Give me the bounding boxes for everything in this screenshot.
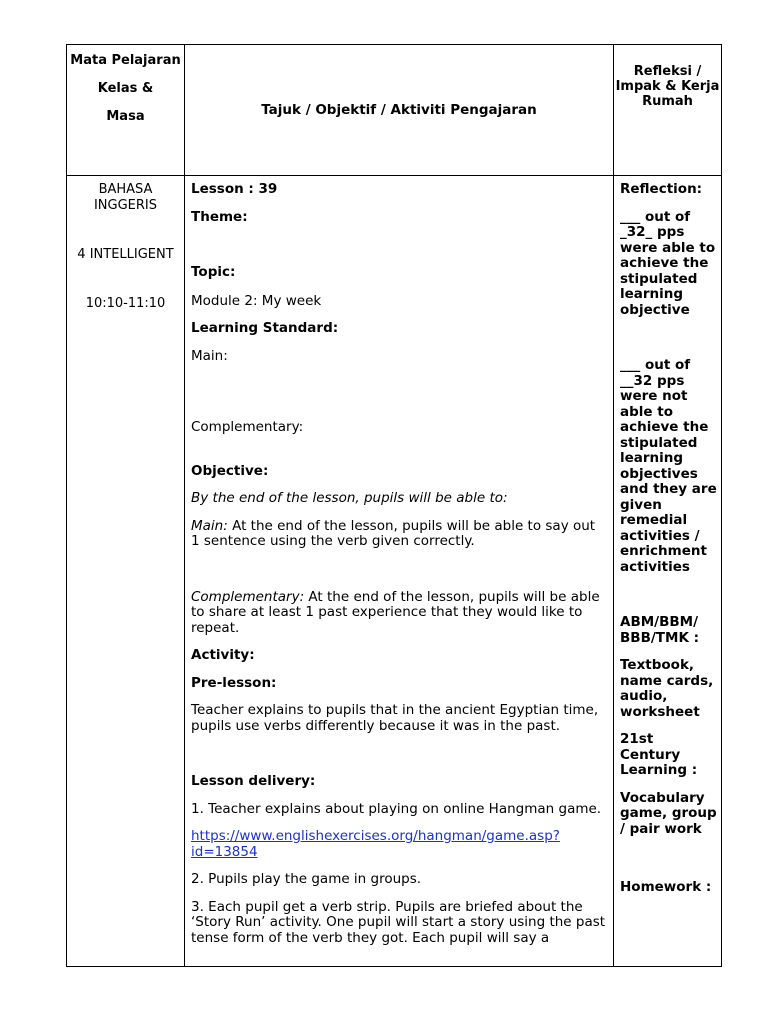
pre-lesson-label: Pre-lesson: [191,674,277,691]
reflection-column [614,176,722,967]
pupils-able-text: ___ out of _32_ pps were able to achieve the stipulated learning objective [620,208,716,318]
teaching-aids-label: ABM/BBM/ BBB/TMK : [620,614,700,646]
main-column [185,176,614,967]
complementary-objective [191,590,607,637]
hangman-game-link[interactable]: https://www.englishexercises.org/hangman/game.asp?id=13854 [191,828,560,860]
subject-text: BAHASA INGGERIS [93,182,158,213]
main-objective-label: Main: [191,517,228,534]
activity-label: Activity: [191,647,255,663]
theme-label: Theme: [191,208,248,225]
header-reflection: Refleksi / Impak & Kerja Rumah [614,45,722,176]
body-row [67,176,722,967]
lesson-plan-table [66,44,722,967]
header-row [67,45,722,176]
topic-label: Topic: [191,264,236,280]
learning-standard-label: Learning Standard: [191,320,339,336]
pre-lesson-text: Teacher explains to pupils that in the ancient Egyptian time, pupils use verbs differently because it was in the past. [191,702,599,734]
objective-intro: By the end of the lesson, pupils will be able to: [191,490,508,506]
lesson-delivery-label: Lesson delivery: [191,773,316,789]
objective-label: Objective: [191,462,269,479]
main-objective-text: At the end of the lesson, pupils will be able to say out 1 sentence using the verb given correctly. [191,517,596,549]
header-subject: Mata Pelajaran [70,53,181,68]
complementary-objective-label: Complementary: [191,588,305,605]
teaching-aids-text: Textbook, name cards, audio, worksheet [620,657,714,720]
reflection-label: Reflection: [620,181,703,197]
header-class: Kelas & [97,81,154,96]
complementary-objective-text: At the end of the lesson, pupils will be able to share at least 1 past experience that they would like to repeat. [191,588,600,636]
step-3-text: 3. Each pupil get a verb strip. Pupils are briefed about the ‘Story Run’ activity. One pupil will start a story using the past tense form of the verb they got. Each pupil will say a [191,898,606,946]
header-time: Masa [106,109,145,124]
step-1-text: 1. Teacher explains about playing on online Hangman game. [191,800,602,817]
21st-century-label: 21st Century Learning : [620,731,698,778]
homework-label: Homework : [620,879,712,895]
left-column [67,176,185,967]
header-subject-class-time [67,45,185,176]
21st-century-text: Vocabulary game, group / pair work [620,789,717,837]
main-objective [191,519,607,550]
header-title-objective-activity: Tajuk / Objektif / Aktiviti Pengajaran [185,45,614,176]
class-text: 4 INTELLIGENT [77,247,174,262]
module-text: Module 2: My week [191,292,322,309]
time-text: 10:10-11:10 [85,296,166,311]
pupils-not-able-text: ___ out of __32 pps were not able to achieve the stipulated learning objectives and they are given remedial activities / enrichment activities [620,357,717,575]
complementary-standard-label: Complementary: [191,419,304,435]
step-2-text: 2. Pupils play the game in groups. [191,871,422,887]
main-standard-label: Main: [191,347,228,364]
lesson-number: Lesson : 39 [191,181,278,197]
hangman-link-paragraph [191,829,607,860]
